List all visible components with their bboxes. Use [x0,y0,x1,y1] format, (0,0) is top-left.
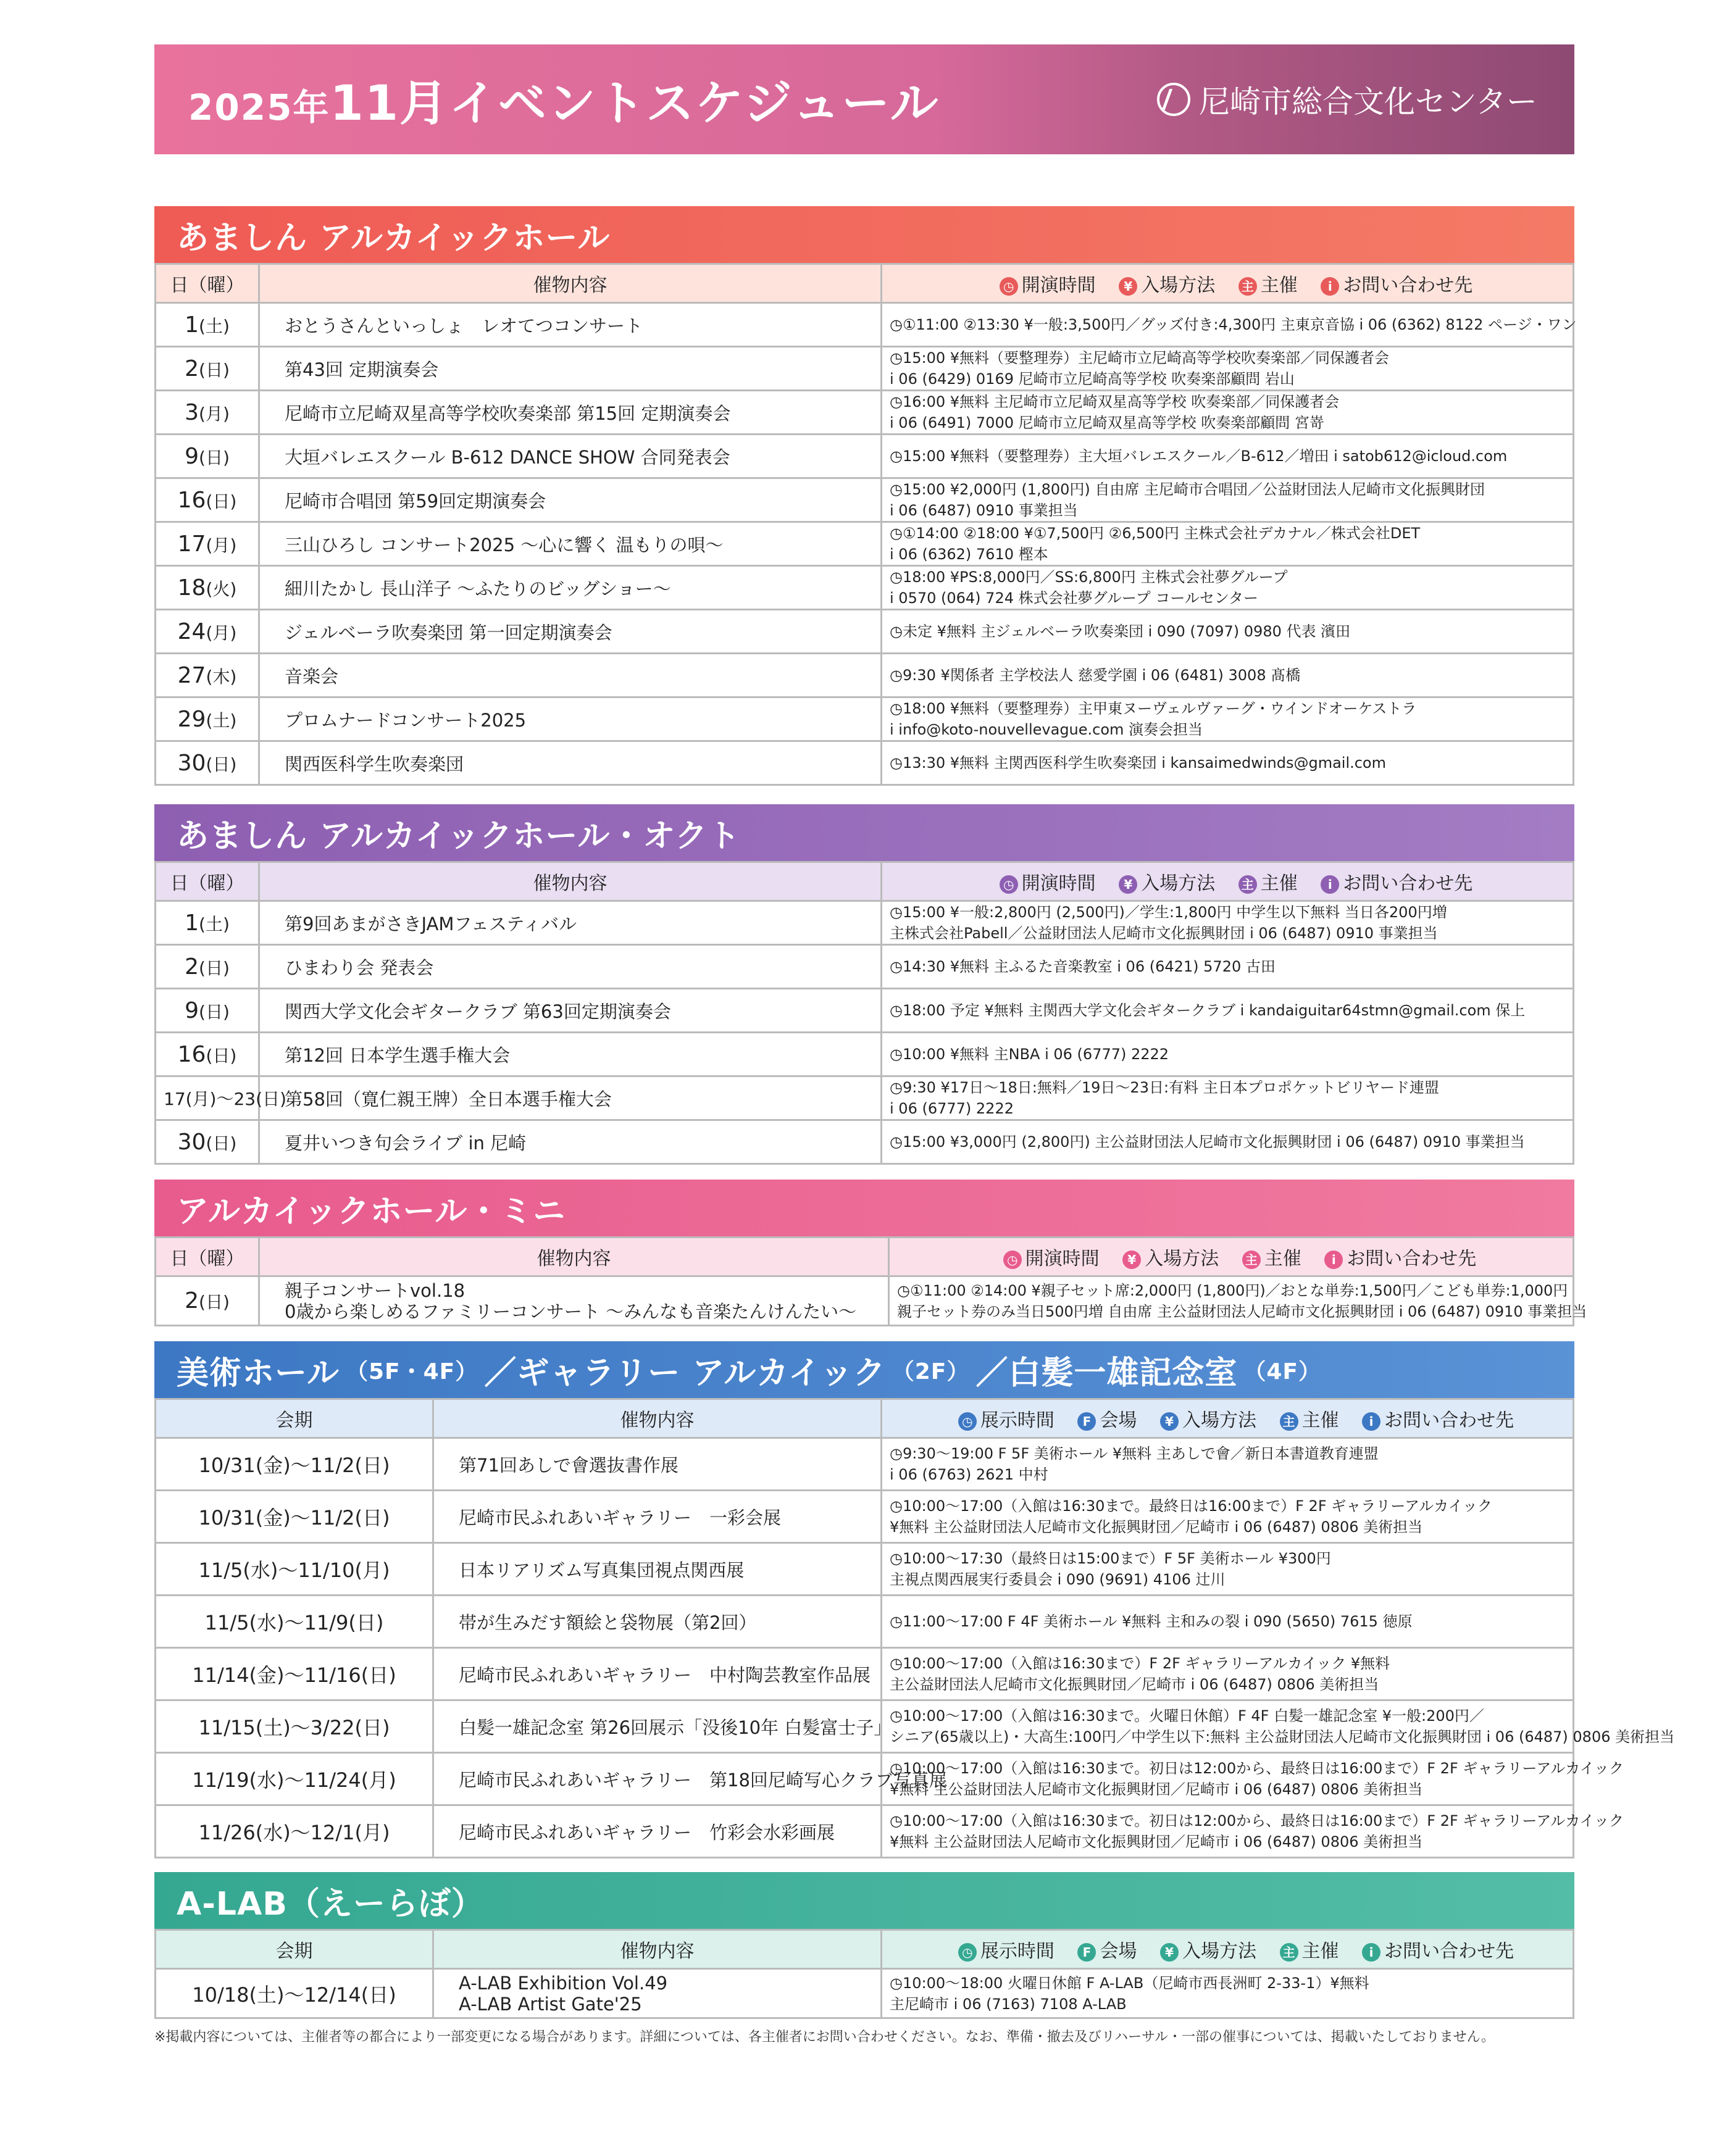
info-line: ◷①14:00 ②18:00 ¥①7,500円 ②6,500円 主株式会社デカナル／株式会社DET [890,525,1421,542]
info-line: ◷9:30 ¥17日～18日:無料／19日～23日:有料 主日本プロポケットビリヤード連盟 [890,1079,1440,1096]
org-label: 尼崎市総合文化センター [1199,84,1537,120]
row-event: 尼崎市合唱団 第59回定期演奏会 [259,478,882,522]
row-info [882,697,1574,741]
floor-icon: F [1077,1943,1096,1962]
host-icon: 主 [1280,1412,1298,1431]
row-event: 第43回 定期演奏会 [259,347,882,391]
yen-icon: ¥ [1119,875,1137,894]
row-info [882,391,1574,435]
row-date: 2(日) [156,347,259,391]
info-line: ◷15:00 ¥3,000円 (2,800円) 主公益財団法人尼崎市文化振興財団 i 06 (6487) 0910 事業担当 [890,1133,1525,1151]
info-line: ¥無料 主公益財団法人尼崎市文化振興財団／尼崎市 i 06 (6487) 0806 美術担当 [890,1518,1423,1536]
row-event: プロムナードコンサート2025 [259,697,882,741]
row-info [882,1033,1574,1076]
row-term: 11/26(水)～12/1(月) [156,1805,433,1858]
row-info [882,654,1574,697]
title-year: 2025年 [188,86,330,128]
clock-icon: ◷ [1000,875,1018,894]
row-event: 尼崎市立尼崎双星高等学校吹奏楽部 第15回 定期演奏会 [259,391,882,435]
info-line: ◷9:30～19:00 F 5F 美術ホール ¥無料 主あしで會／新日本書道教育連盟 [890,1445,1379,1462]
info-line: i 06 (6763) 2621 中村 [890,1466,1048,1483]
host-icon: 主 [1238,875,1257,894]
info-line: i 06 (6777) 2222 [890,1100,1014,1117]
info-line: ¥無料 主公益財団法人尼崎市文化振興財団／尼崎市 i 06 (6487) 0806 美術担当 [890,1833,1423,1850]
section-hall-oct [154,804,1574,1165]
info-line: ◷①11:00 ②13:30 ¥一般:3,500円／グッズ付き:4,300円 主東京音協 i 06 (6362) 8122 ページ・ワン [890,316,1577,333]
info-icon: i [1321,277,1339,296]
row-event: 尼崎市民ふれあいギャラリー 一彩会展 [433,1491,882,1543]
section-hall-mini [154,1180,1587,1326]
row-info [882,1700,1675,1753]
table-row [156,391,1574,435]
col-info: ◷ 開演時間 ¥ 入場方法 主 主催 i お問い合わせ先 [889,1238,1574,1276]
info-line: ◷13:30 ¥無料 主関西医科学生吹奏楽団 i kansaimedwinds@gmail.com [890,754,1386,772]
row-event: 尼崎市民ふれあいギャラリー 第18回尼崎写心クラブ写真展 [433,1753,882,1805]
row-info [882,1596,1574,1648]
table-row [156,741,1574,785]
schedule-table [154,263,1577,786]
row-event: 尼崎市民ふれあいギャラリー 竹彩会水彩画展 [433,1805,882,1858]
row-event: 大垣バレエスクール B-612 DANCE SHOW 合同発表会 [259,435,882,478]
section-alab [154,1872,1574,2019]
table-row [156,347,1574,391]
floor-icon: F [1077,1412,1096,1431]
row-term: 11/5(水)～11/10(月) [156,1543,433,1596]
row-term: 11/14(金)～11/16(日) [156,1648,433,1700]
col-content: 催物内容 [433,1399,882,1438]
info-line: 主視点関西展実行委員会 i 090 (9691) 4106 辻川 [890,1571,1226,1588]
row-event: 細川たかし 長山洋子 ～ふたりのビッグショー～ [259,566,882,610]
row-term: 10/31(金)～11/2(日) [156,1491,433,1543]
row-info [882,1491,1574,1543]
row-date: 9(日) [156,435,259,478]
table-row [156,1276,1574,1326]
row-event: 第9回あまがさきJAMフェスティバル [259,901,882,945]
row-date: 29(土) [156,697,259,741]
row-info [882,1648,1574,1700]
info-line: ◷15:00 ¥2,000円 (1,800円) 自由席 主尼崎市合唱団／公益財団法人尼崎市文化振興財団 [890,481,1485,498]
col-info: ◷ 開演時間 ¥ 入場方法 主 主催 i お問い合わせ先 [882,862,1574,901]
row-info [882,478,1574,522]
yen-icon: ¥ [1160,1412,1179,1431]
table-row [156,945,1574,989]
row-info [882,741,1574,785]
table-row [156,1438,1574,1491]
row-info [882,303,1577,347]
section-art-hall [154,1341,1675,1858]
row-date: 16(日) [156,1033,259,1076]
section-title: あましん アルカイックホール・オクト [154,804,1574,861]
section-title: あましん アルカイックホール [154,206,1574,263]
info-line: i info@koto-nouvellevague.com 演奏会担当 [890,721,1203,738]
info-line: ◷10:00～17:30（最終日は15:00まで）F 5F 美術ホール ¥300円 [890,1550,1331,1567]
row-term: 10/31(金)～11/2(日) [156,1438,433,1491]
table-row [156,1700,1574,1753]
info-icon: i [1362,1412,1380,1431]
row-event: 日本リアリズム写真集団視点関西展 [433,1543,882,1596]
row-event: 白髪一雄記念室 第26回展示「没後10年 白髪富士子」 [433,1700,882,1753]
yen-icon: ¥ [1119,277,1137,296]
table-row [156,654,1574,697]
info-line: ◷15:00 ¥一般:2,800円 (2,500円)／学生:1,800円 中学生以下無料 当日各200円増 [890,904,1447,921]
org-logo-icon [1157,83,1190,116]
info-line: ◷10:00～17:00（入館は16:30まで。最終日は16:00まで）F 2F ギャラリーアルカイック [890,1497,1492,1515]
info-line: ◷10:00～17:00（入館は16:30まで）F 2F ギャラリーアルカイック ¥無料 [890,1655,1390,1672]
info-line: ◷10:00～17:00（入館は16:30まで。初日は12:00から、最終日は16:00まで）F 2F ギャラリーアルカイック [890,1812,1624,1829]
row-date: 2(日) [156,945,259,989]
row-info [882,1438,1574,1491]
row-date: 1(土) [156,303,259,347]
host-icon: 主 [1238,277,1257,296]
page [154,44,1675,2046]
row-date: 30(日) [156,1120,259,1164]
info-line: ◷未定 ¥無料 主ジェルベーラ吹奏楽団 i 090 (7097) 0980 代表 濱田 [890,623,1351,640]
col-info: ◷ 展示時間 F 会場 ¥ 入場方法 主 主催 i お問い合わせ先 [882,1399,1574,1438]
schedule-table [154,1929,1574,2019]
info-line: 主株式会社Pabell／公益財団法人尼崎市文化振興財団 i 06 (6487) 0910 事業担当 [890,925,1438,942]
info-line: ◷①11:00 ②14:00 ¥親子セット席:2,000円 (1,800円)／おとな単券:1,500円／こども単券:1,000円 [897,1281,1568,1299]
schedule-table [154,861,1574,1165]
row-date: 27(木) [156,654,259,697]
yen-icon: ¥ [1122,1251,1141,1269]
row-info [882,1076,1574,1120]
row-event: 第71回あしで會選抜書作展 [433,1438,882,1491]
col-content: 催物内容 [259,1238,889,1276]
row-info [882,1969,1574,2018]
info-line: ◷18:00 ¥無料（要整理券）主甲東ヌーヴェルヴァーグ・ウインドオーケストラ [890,700,1417,717]
info-line: シニア(65歳以上)・大高生:100円／中学生以下:無料 主公益財団法人尼崎市文化振興財団 i 06 (6487) 0806 美術担当 [890,1728,1675,1746]
schedule-table [154,1236,1587,1326]
table-row [156,1596,1574,1648]
row-info [882,1543,1574,1596]
info-line: i 06 (6491) 7000 尼崎市立尼崎双星高等学校 吹奏楽部顧問 宮嵜 [890,414,1324,431]
row-info [882,989,1574,1033]
info-line: i 06 (6429) 0169 尼崎市立尼崎高等学校 吹奏楽部顧問 岩山 [890,370,1295,388]
row-term: 10/18(土)～12/14(日) [156,1969,433,2018]
row-event: おとうさんといっしょ レオてつコンサート [259,303,882,347]
section-title: 美術ホール （5F・4F） ／ギャラリー アルカイック （2F） ／白髪一雄記念室 （4F） [154,1341,1574,1398]
info-icon: i [1324,1251,1343,1269]
col-info: ◷ 展示時間 F 会場 ¥ 入場方法 主 主催 i お問い合わせ先 [882,1930,1574,1969]
row-event: ひまわり会 発表会 [259,945,882,989]
table-row [156,566,1574,610]
row-event: 三山ひろし コンサート2025 ～心に響く 温もりの唄～ [259,522,882,566]
info-line: ◷10:00～17:00（入館は16:30まで。初日は12:00から、最終日は16:00まで）F 2F ギャラリーアルカイック [890,1760,1624,1777]
info-icon: i [1321,875,1339,894]
yen-icon: ¥ [1160,1943,1179,1962]
row-date: 9(日) [156,989,259,1033]
col-content: 催物内容 [259,264,882,303]
table-row [156,1648,1574,1700]
table-row [156,303,1574,347]
table-row [156,1543,1574,1596]
table-header-row [156,1238,1574,1276]
row-info [882,945,1574,989]
col-day: 日（曜） [156,862,259,901]
row-event: 夏井いつき句会ライブ in 尼崎 [259,1120,882,1164]
row-date: 30(日) [156,741,259,785]
page-title [154,65,940,134]
row-info [882,1805,1624,1858]
table-row [156,435,1574,478]
section-title: A-LAB（えーらぼ） [154,1872,1574,1929]
info-line: 親子セット券のみ当日500円増 自由席 主公益財団法人尼崎市文化振興財団 i 06 (6487) 0910 事業担当 [897,1302,1587,1320]
row-term: 11/15(土)～3/22(日) [156,1700,433,1753]
row-info [882,1120,1574,1164]
row-date: 17(月)～23(日) [156,1076,259,1120]
info-line: ◷10:00～17:00（入館は16:30まで。火曜日休館）F 4F 白髪一雄記念室 ¥一般:200円／ [890,1707,1484,1725]
row-date: 24(月) [156,610,259,654]
table-row [156,478,1574,522]
info-line: i 06 (6362) 7610 樫本 [890,546,1048,563]
row-event: ジェルベーラ吹奏楽団 第一回定期演奏会 [259,610,882,654]
row-date: 17(月) [156,522,259,566]
col-info: ◷ 開演時間 ¥ 入場方法 主 主催 i お問い合わせ先 [882,264,1574,303]
row-date: 2(日) [156,1276,259,1326]
footnote: ※掲載内容については、主催者等の都合により一部変更になる場合があります。詳細については、各主催者にお問い合わせください。なお、準備・撤去及びリハーサル・一部の催事については、掲載いたしておりません。 [154,2029,1495,2045]
info-line: ◷10:00 ¥無料 主NBA i 06 (6777) 2222 [890,1046,1169,1063]
table-row [156,901,1574,945]
info-line: ¥無料 主公益財団法人尼崎市文化振興財団／尼崎市 i 06 (6487) 0806 美術担当 [890,1781,1423,1798]
info-line: ◷10:00～18:00 火曜日休館 F A-LAB（尼崎市西長洲町 2-33-1）¥無料 [890,1974,1369,1992]
host-icon: 主 [1242,1251,1261,1269]
clock-icon: ◷ [958,1412,977,1431]
row-info [882,901,1574,945]
row-date: 3(月) [156,391,259,435]
row-event: 音楽会 [259,654,882,697]
row-term: 11/5(水)～11/9(日) [156,1596,433,1648]
table-header-row [156,1930,1574,1969]
info-line: ◷15:00 ¥無料（要整理券）主大垣バレエスクール／B-612／増田 i satob612@icloud.com [890,447,1508,465]
host-icon: 主 [1280,1943,1298,1962]
row-event: 第12回 日本学生選手権大会 [259,1033,882,1076]
col-term: 会期 [156,1930,433,1969]
col-day: 日（曜） [156,264,259,303]
row-date: 16(日) [156,478,259,522]
row-event: 帯が生みだす額絵と袋物展（第2回） [433,1596,882,1648]
table-row [156,697,1574,741]
info-line: i 06 (6487) 0910 事業担当 [890,502,1078,519]
row-date: 1(土) [156,901,259,945]
clock-icon: ◷ [958,1943,977,1962]
info-line: ◷18:00 予定 ¥無料 主関西大学文化会ギタークラブ i kandaiguitar64stmn@gmail.com 保上 [890,1002,1526,1019]
table-row [156,1969,1574,2018]
table-header-row [156,264,1574,303]
row-date: 18(火) [156,566,259,610]
table-row [156,522,1574,566]
info-line: 主公益財団法人尼崎市文化振興財団／尼崎市 i 06 (6487) 0806 美術担当 [890,1676,1379,1693]
row-info [882,435,1574,478]
info-icon: i [1362,1943,1380,1962]
info-line: ◷14:30 ¥無料 主ふるた音楽教室 i 06 (6421) 5720 古田 [890,958,1276,975]
table-row [156,1491,1574,1543]
row-info [882,347,1574,391]
col-day: 日（曜） [156,1238,259,1276]
title-text: 11月イベントスケジュール [330,76,940,131]
org-name [1157,77,1574,122]
row-info [882,522,1574,566]
row-event: 関西大学文化会ギタークラブ 第63回定期演奏会 [259,989,882,1033]
info-line: ◷9:30 ¥関係者 主学校法人 慈愛学園 i 06 (6481) 3008 髙橋 [890,667,1301,684]
table-row [156,1076,1574,1120]
row-info [889,1276,1587,1326]
clock-icon: ◷ [1003,1251,1022,1269]
row-event: 親子コンサートvol.18 0歳から楽しめるファミリーコンサート ～みんなも音楽たんけんたい～ [259,1276,889,1326]
schedule-table [154,1398,1675,1858]
section-title: アルカイックホール・ミニ [154,1180,1574,1236]
col-term: 会期 [156,1399,433,1438]
row-term: 11/19(水)～11/24(月) [156,1753,433,1805]
table-row [156,610,1574,654]
table-row [156,1805,1574,1858]
col-content: 催物内容 [433,1930,882,1969]
row-event: 第58回（寛仁親王牌）全日本選手権大会 [259,1076,882,1120]
table-header-row [156,1399,1574,1438]
info-line: i 0570 (064) 724 株式会社夢グループ コールセンター [890,589,1258,607]
col-content: 催物内容 [259,862,882,901]
info-line: ◷11:00～17:00 F 4F 美術ホール ¥無料 主和みの裂 i 090 (5650) 7615 徳原 [890,1613,1413,1630]
row-info [882,1753,1624,1805]
row-event: A-LAB Exhibition Vol.49 A-LAB Artist Gate'25 [433,1969,882,2018]
info-line: ◷18:00 ¥PS:8,000円／SS:6,800円 主株式会社夢グループ [890,568,1288,586]
info-line: 主尼崎市 i 06 (7163) 7108 A-LAB [890,1995,1127,2013]
table-row [156,1120,1574,1164]
row-event: 尼崎市民ふれあいギャラリー 中村陶芸教室作品展 [433,1648,882,1700]
clock-icon: ◷ [1000,277,1018,296]
table-row [156,1753,1574,1805]
table-header-row [156,862,1574,901]
row-info [882,610,1574,654]
section-hall [154,206,1577,786]
table-row [156,989,1574,1033]
row-event: 関西医科学生吹奏楽団 [259,741,882,785]
table-row [156,1033,1574,1076]
header-banner [154,44,1574,154]
row-info [882,566,1574,610]
info-line: ◷15:00 ¥無料（要整理券）主尼崎市立尼崎高等学校吹奏楽部／同保護者会 [890,349,1390,367]
info-line: ◷16:00 ¥無料 主尼崎市立尼崎双星高等学校 吹奏楽部／同保護者会 [890,393,1340,410]
